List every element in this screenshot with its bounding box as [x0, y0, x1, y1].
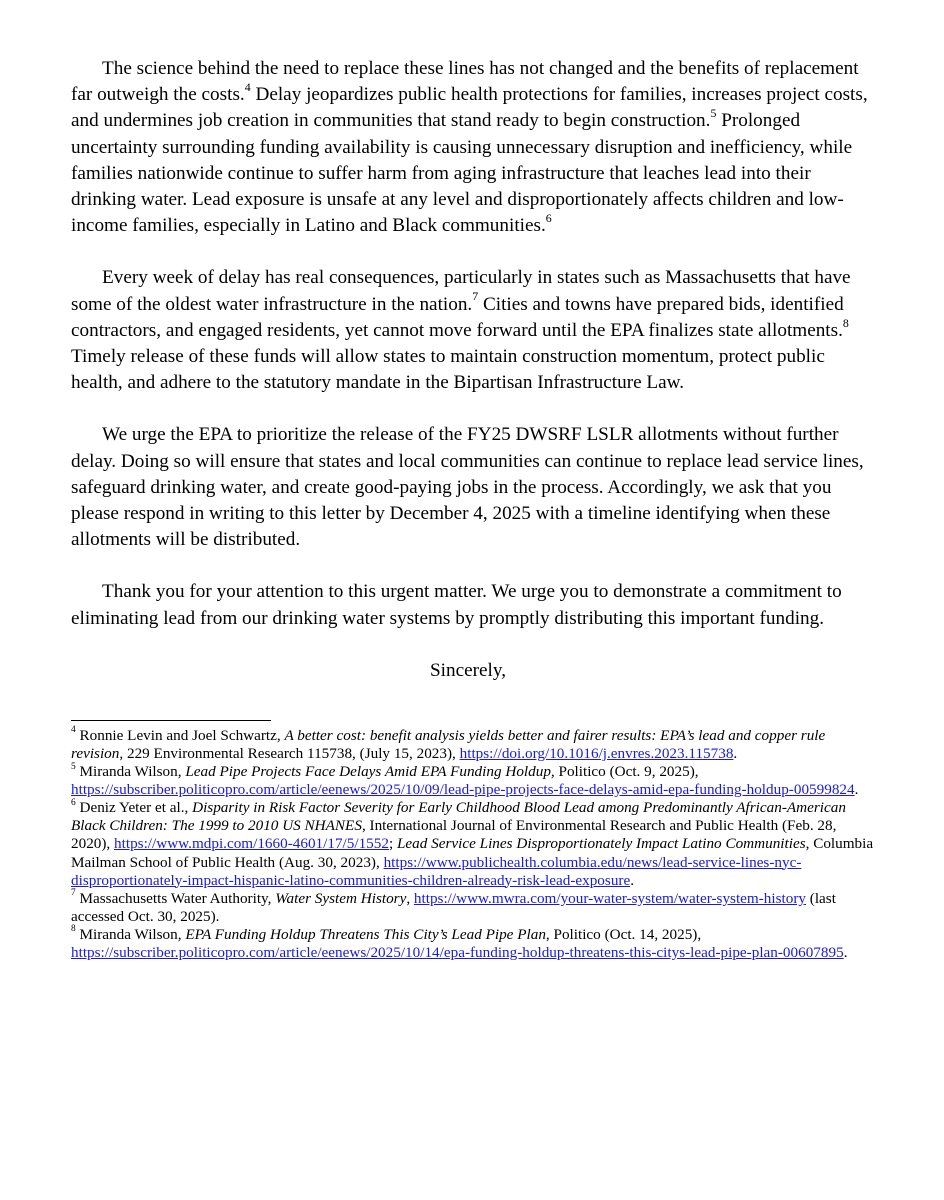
- footnote-text: Ronnie Levin and Joel Schwartz,: [75, 726, 285, 744]
- footnote-5: [71, 763, 874, 799]
- footnote-number: 8: [71, 924, 76, 935]
- paragraph-text: Timely release of these funds will allow states to maintain construction momentum, protect public health, and adhere to the statutory mandate in the Bipartisan Infrastructure Law.: [71, 346, 825, 394]
- footnote-link[interactable]: https://www.mdpi.com/1660-4601/17/5/1552: [114, 835, 389, 853]
- footnote-text: , 229 Environmental Research 115738, (July 15, 2023),: [119, 744, 460, 762]
- footnote-number: 5: [71, 761, 76, 772]
- footnote-text: .: [733, 744, 738, 762]
- footnote-text: , International Journal of Environmental Research and Public Health (Feb. 28, 2020),: [71, 817, 837, 853]
- footnote-ref-5[interactable]: 5: [710, 106, 717, 121]
- footnote-link[interactable]: https://doi.org/10.1016/j.envres.2023.115738: [459, 744, 734, 762]
- footnote-number: 7: [71, 888, 76, 899]
- footnote-ref-4[interactable]: 4: [244, 80, 251, 95]
- footnote-title: EPA Funding Holdup Threatens This City’s Lead Pipe Plan: [185, 925, 546, 943]
- footnote-ref-7[interactable]: 7: [472, 289, 479, 304]
- footnote-text: .: [843, 943, 848, 961]
- body-paragraph-3: We urge the EPA to prioritize the release of the FY25 DWSRF LSLR allotments without further delay. Doing so will ensure that states and local communities can continue to replace lead service lines, safeguard drinking water, and create good-paying jobs in the process. Accordingly, we ask that you please respond in writing to this letter by December 4, 2025 with a timeline identifying when these allotments will be distributed.: [71, 424, 864, 551]
- footnote-link[interactable]: https://www.mwra.com/your-water-system/water-system-history: [413, 889, 806, 907]
- body-paragraph-4: Thank you for your attention to this urgent matter. We urge you to demonstrate a commitment to eliminating lead from our drinking water systems by promptly distributing this important funding.: [71, 581, 842, 629]
- paragraph-text: The science behind the need to replace these lines has not changed and the benefits of replacement far outweigh the costs.: [71, 58, 859, 106]
- footnote-text: , Politico (Oct. 14, 2025),: [545, 925, 702, 943]
- footnote-text: Massachusetts Water Authority,: [75, 889, 276, 907]
- footnote-text: Politico (Oct. 9, 2025),: [554, 763, 699, 781]
- footnote-number: 6: [71, 797, 76, 808]
- footnote-6: [71, 799, 874, 889]
- footnote-link[interactable]: https://subscriber.politicopro.com/article/eenews/2025/10/09/lead-pipe-projects-face-delays-amid-epa-funding-holdup-00599824: [71, 781, 855, 799]
- paragraph-text: Prolonged uncertainty surrounding funding availability is causing unnecessary disruption and inefficiency, while families nationwide continue to suffer harm from aging infrastructure that leaches lead into their drinking water. Lead exposure is unsafe at any level and disproportionately affects children and low-income families, especially in Latino and Black communities.: [71, 110, 853, 237]
- footnote-text: , Columbia Mailman School of Public Health (Aug. 30, 2023),: [71, 835, 874, 871]
- paragraph-text: Cities and towns have prepared bids, identified contractors, and engaged residents, yet cannot move forward until the EPA finalizes state allotments.: [71, 293, 844, 341]
- footnote-text: Miranda Wilson,: [75, 925, 186, 943]
- footnote-title: Water System History: [275, 889, 407, 907]
- footnote-link[interactable]: https://www.publichealth.columbia.edu/news/lead-service-lines-nyc-disproportionately-impact-hispanic-latino-communities-children-already-risk-lead-exposure: [71, 853, 802, 889]
- footnote-title: Lead Pipe Projects Face Delays Amid EPA Funding Holdup,: [185, 763, 555, 781]
- footnote-7: [71, 890, 874, 926]
- footnote-ref-8[interactable]: 8: [842, 315, 849, 330]
- footnote-title: A better cost: benefit analysis yields better and fairer results: EPA’s lead and copper rule revision: [71, 726, 826, 762]
- body-paragraph-2: [71, 265, 874, 396]
- footnote-text: Miranda Wilson,: [75, 763, 186, 781]
- footnote-text: ,: [406, 889, 414, 907]
- footnote-title: Lead Service Lines Disproportionately Impact Latino Communities: [396, 835, 806, 853]
- footnote-8: [71, 926, 874, 962]
- footnote-text: .: [630, 871, 635, 889]
- footnote-4: [71, 727, 874, 763]
- footnote-separator: [71, 720, 271, 721]
- footnote-text: (last accessed Oct. 30, 2025).: [71, 889, 836, 925]
- footnote-text: .: [854, 781, 859, 799]
- closing-salutation: Sincerely,: [430, 659, 507, 681]
- footnote-title: Disparity in Risk Factor Severity for Early Childhood Blood Lead among Predominantly African-American Black Children: The 1999 to 2010 US NHANES: [71, 799, 846, 835]
- footnote-text: ;: [388, 835, 397, 853]
- paragraph-text: Delay jeopardizes public health protections for families, increases project costs, and undermines job creation in communities that stand ready to begin construction.: [71, 84, 868, 132]
- body-paragraph-1: [71, 56, 874, 239]
- paragraph-text: Every week of delay has real consequences, particularly in states such as Massachusetts that have some of the oldest water infrastructure in the nation.: [71, 267, 851, 315]
- footnote-ref-6[interactable]: 6: [545, 211, 552, 226]
- footnote-text: Deniz Yeter et al.,: [75, 799, 193, 817]
- footnote-number: 4: [71, 725, 76, 736]
- footnote-link[interactable]: https://subscriber.politicopro.com/article/eenews/2025/10/14/epa-funding-holdup-threatens-this-citys-lead-pipe-plan-00607895: [71, 943, 844, 961]
